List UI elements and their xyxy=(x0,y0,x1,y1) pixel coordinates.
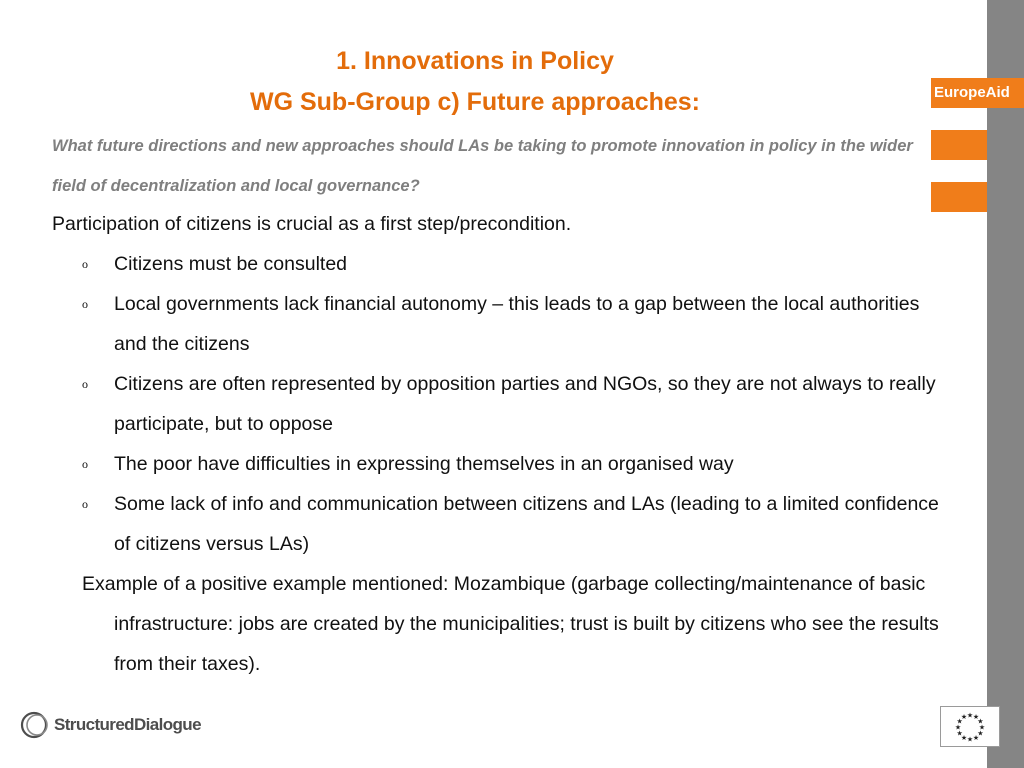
bullet-marker: o xyxy=(82,297,88,311)
eu-star-icon: ★ xyxy=(956,718,963,725)
list-item xyxy=(52,284,942,364)
slide-subtitle: WG Sub-Group c) Future approaches: xyxy=(249,88,700,116)
europeaid-tab: EuropeAid xyxy=(931,78,1024,108)
slide-title: 1. Innovations in Policy xyxy=(336,47,614,75)
eu-star-icon: ★ xyxy=(977,718,984,725)
structured-dialogue-logo xyxy=(20,709,201,741)
list-item xyxy=(52,244,942,284)
side-bar xyxy=(987,0,1024,768)
bullet-marker: o xyxy=(82,257,88,271)
bullet-text: Local governments lack financial autonomy – this leads to a gap between the local authorities and the citizens xyxy=(114,293,920,355)
eu-star-icon: ★ xyxy=(954,724,962,731)
bullet-list xyxy=(52,244,942,564)
logo-text: StructuredDialogue xyxy=(54,715,201,734)
eu-star-icon: ★ xyxy=(966,712,974,719)
bullet-text: Citizens must be consulted xyxy=(114,253,348,275)
list-item xyxy=(52,364,942,444)
list-item xyxy=(52,444,942,484)
eu-star-icon: ★ xyxy=(972,713,980,721)
list-item xyxy=(52,484,942,564)
structured-dialogue-logo-icon xyxy=(20,710,50,740)
decorative-orange-tab xyxy=(931,130,987,160)
eu-star-icon: ★ xyxy=(977,730,984,737)
eu-stars-icon xyxy=(952,709,988,745)
eu-star-icon: ★ xyxy=(966,736,974,743)
bullet-text: Citizens are often represented by opposition parties and NGOs, so they are not always to really participate, but to oppose xyxy=(114,373,936,435)
bullet-text: Some lack of info and communication between citizens and LAs (leading to a limited confidence of citizens versus LAs) xyxy=(114,493,939,555)
eu-star-icon: ★ xyxy=(978,724,986,731)
bullet-marker: o xyxy=(82,377,88,391)
bullet-marker: o xyxy=(82,497,88,511)
eu-star-icon: ★ xyxy=(960,713,968,721)
eu-flag-box xyxy=(940,706,1000,747)
bullet-marker: o xyxy=(82,457,88,471)
guiding-question: What future directions and new approaches should LAs be taking to promote innovation in policy in the wider field of decentralization and local governance? xyxy=(52,137,913,195)
eu-star-icon: ★ xyxy=(972,734,980,742)
eu-star-icon: ★ xyxy=(960,734,968,742)
bullet-text: The poor have difficulties in expressing themselves in an organised way xyxy=(114,453,734,475)
eu-star-icon: ★ xyxy=(956,730,963,737)
positive-example: Example of a positive example mentioned: Mozambique (garbage collecting/maintenance of basic infrastructure: jobs are created by the municipalities; trust is built by citizens who see the results from their taxes). xyxy=(82,573,939,675)
slide-body xyxy=(52,204,942,684)
intro-statement: Participation of citizens is crucial as a first step/precondition. xyxy=(52,213,572,235)
